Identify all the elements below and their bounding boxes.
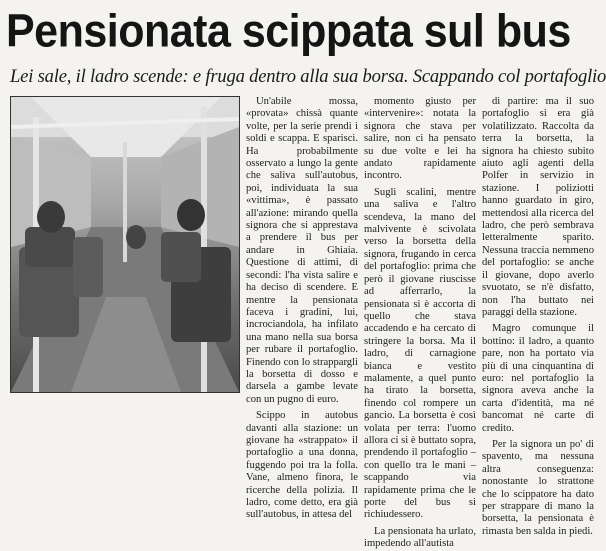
paragraph: momento giusto per «intervenire»: notata la signora che stava per salire, non ci ha pensato su due volte e lei ha andato rapidamente incontro.	[364, 96, 476, 182]
bus-interior-illustration	[11, 97, 239, 392]
paragraph: Scippo in autobus davanti alla stazione: un giovane ha «strappato» il portafoglio a una donna, fuggendo poi tra la folla. Vane, almeno finora, le ricerche della polizia. Il ladro, come detto, era già sull'autobus, in attesa del	[246, 410, 358, 521]
paragraph: di partire: ma il suo portafoglio si era già volatilizzato. Raccolta da terra la borsetta, la signora ha chiesto subito aiuto agli agenti della Polfer in servizio in stazione. I poliziotti hanno guardato in giro, mettendosi alla ricerca del ladro, che però sembrava letteralmente sparito. Nessuna traccia nemmeno del portafoglio: se anche il giovane, dopo averlo svuotato, se n'è disfatto, non l'ha buttato nei paraggi della stazione.	[482, 96, 594, 318]
subheadline: Lei sale, il ladro scende: e fruga dentro alla sua borsa. Scappando col portafoglio	[10, 66, 606, 87]
article-column-2	[364, 96, 476, 550]
paragraph: Un'abile mossa, «provata» chissà quante volte, per la serie prendi i soldi e scappa. E sparisci. Ha probabilmente osservato a lungo la gente che saliva sull'autobus, poi, individuata la sua «vittima», è passato all'azione: mirando quella signora che si apprestava a prendere il bus per andare in Ghiaia. Questione di attimi, di secondi: l'ha vista salire e ha deciso di scendere. E mentre la pensionata faceva i gradini, lui, incrociandola, ha infilato una mano nella sua borsa per rubare il portafoglio. Finendo con lo strappargli la borsetta di dosso e darsela a gambe levate con un pugno di euro.	[246, 96, 358, 405]
article-column-1	[246, 96, 358, 521]
headline: Pensionata scippata sul bus	[6, 5, 571, 58]
paragraph: Sugli scalini, mentre una saliva e l'altro scendeva, la mano del malvivente è scivolata verso la borsetta della signora, frugando in cerca del portafoglio: prima che però il giovane riuscisse ad afferrarlo, la pensionata si è accorta di quello che stava accadendo e ha cercato di stringere la borsa. Ma il ladro, di carnagione bianca e vestito malamente, a quel punto ha tirato la borsetta, finendo col rompere un gancio. La borsetta è così volata per terra: l'uomo allora ci si è buttato sopra, prendendo il portafoglio – con quello tra le mani – scappando via rapidamente prima che le porte del bus si richiudessero.	[364, 186, 476, 521]
paragraph: Per la signora un po' di spavento, ma nessuna altra conseguenza: nonostante lo strattone che lo scippatore ha dato per strappare di mano la borsetta, la pensionata è rimasta ben salda in piedi.	[482, 438, 594, 537]
article-column-3	[482, 96, 594, 537]
bus-interior-photo	[10, 96, 240, 393]
paragraph: La pensionata ha urlato, impedendo all'autista	[364, 525, 476, 550]
paragraph: Magro comunque il bottino: il ladro, a quanto pare, non ha portato via più di una cinquantina di euro: nel portafoglio la signora aveva anche la carta d'identità, ma né bancomat né carte di credito.	[482, 323, 594, 434]
